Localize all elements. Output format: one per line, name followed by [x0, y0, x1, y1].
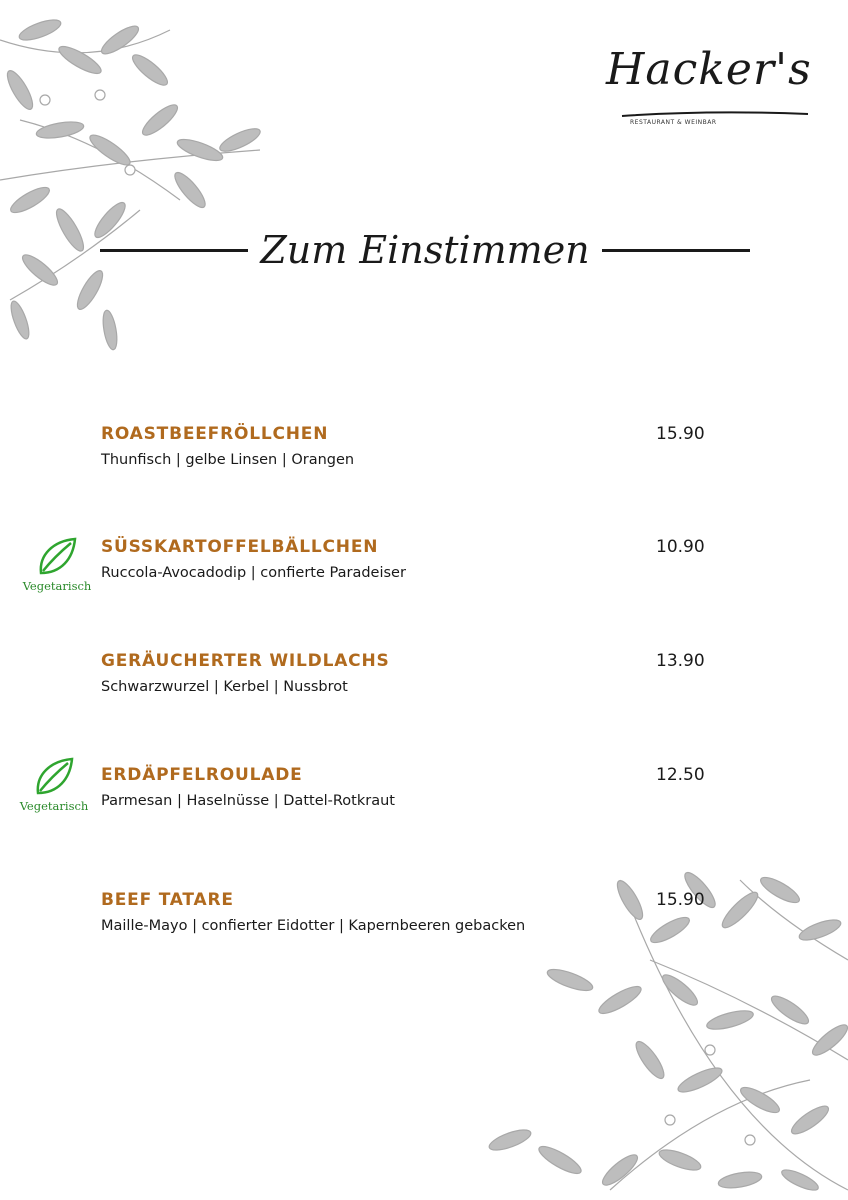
item-price: 15.90 — [656, 890, 705, 910]
item-description: Parmesan | Haselnüsse | Dattel-Rotkraut — [101, 793, 395, 809]
item-name: ROASTBEEFRÖLLCHEN — [101, 424, 329, 444]
menu-item — [101, 764, 711, 810]
restaurant-logo — [600, 40, 815, 135]
item-price: 12.50 — [656, 765, 705, 785]
vegetarian-label: Vegetarisch — [19, 799, 89, 813]
item-name: GERÄUCHERTER WILDLACHS — [101, 651, 390, 671]
menu-item — [101, 536, 711, 582]
logo-name: Hacker's — [606, 44, 812, 95]
item-description: Schwarzwurzel | Kerbel | Nussbrot — [101, 679, 348, 695]
menu-item — [101, 423, 711, 469]
menu-item — [101, 650, 711, 696]
item-price: 13.90 — [656, 651, 705, 671]
logo-subtitle: RESTAURANT & WEINBAR — [630, 119, 717, 126]
item-name: BEEF TATARE — [101, 890, 234, 910]
heading-rule-right — [602, 249, 750, 252]
item-price: 15.90 — [656, 424, 705, 444]
vegetarian-badge — [17, 535, 97, 595]
item-name: SÜSSKARTOFFELBÄLLCHEN — [101, 537, 379, 557]
olive-branch-icon — [0, 0, 300, 360]
leaf-icon — [32, 755, 76, 799]
vegetarian-label: Vegetarisch — [22, 579, 92, 593]
section-heading — [100, 220, 750, 280]
item-description: Thunfisch | gelbe Linsen | Orangen — [101, 452, 355, 468]
item-description: Ruccola-Avocadodip | confierte Paradeiser — [101, 565, 406, 581]
item-name: ERDÄPFELROULADE — [101, 765, 303, 785]
heading-rule-left — [100, 249, 248, 252]
section-title: Zum Einstimmen — [260, 228, 590, 272]
vegetarian-badge — [14, 755, 94, 815]
item-description: Maille-Mayo | confierter Eidotter | Kapernbeeren gebacken — [101, 918, 526, 934]
item-price: 10.90 — [656, 537, 705, 557]
menu-item — [101, 889, 711, 935]
leaf-icon — [35, 535, 79, 579]
